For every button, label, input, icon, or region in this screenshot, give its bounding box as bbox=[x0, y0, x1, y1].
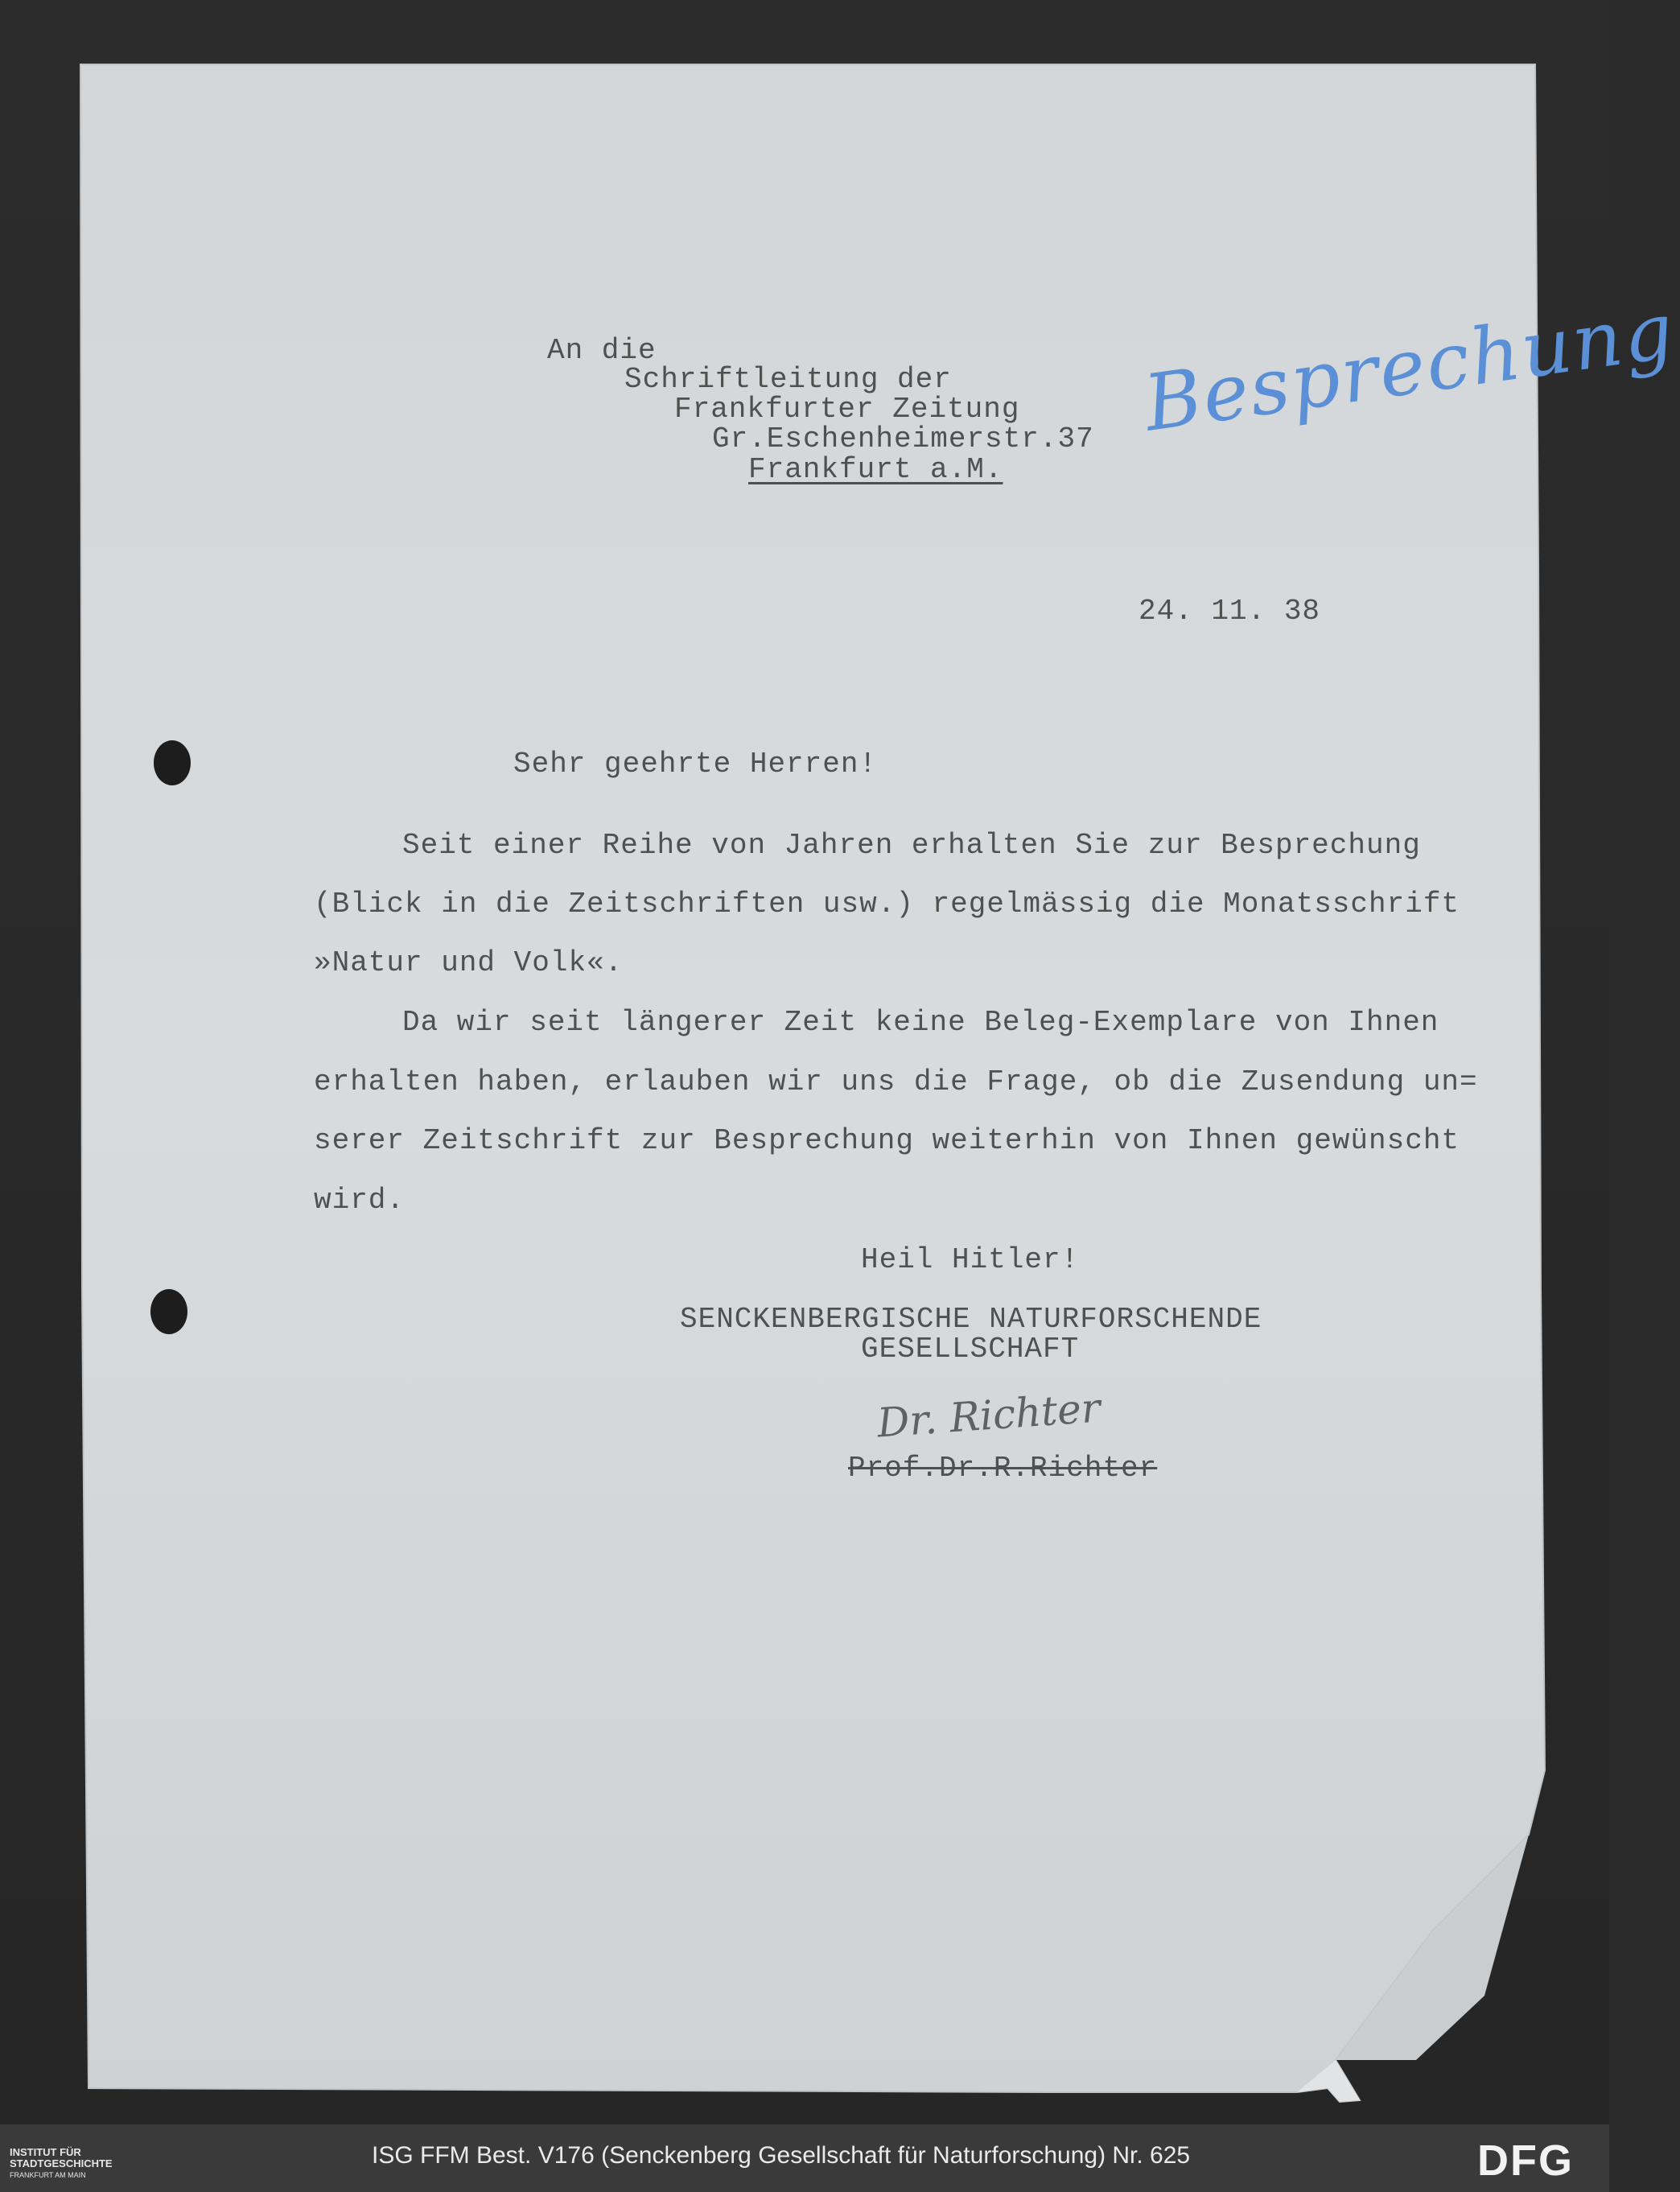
handwritten-note: Besprechung bbox=[1139, 285, 1680, 449]
salutation: Sehr geehrte Herren! bbox=[513, 748, 878, 781]
body-line-5: erhalten haben, erlauben wir uns die Frage, ob die Zusendung un= bbox=[314, 1065, 1478, 1098]
institute-line-3: FRANKFURT AM MAIN bbox=[10, 2171, 86, 2179]
body-line-1: Seit einer Reihe von Jahren erhalten Sie zur Besprechung bbox=[402, 829, 1421, 862]
address-line-3: Frankfurter Zeitung bbox=[674, 393, 1020, 426]
body-line-7: wird. bbox=[314, 1184, 406, 1217]
body-line-4: Da wir seit längerer Zeit keine Beleg-Exemplare von Ihnen bbox=[402, 1006, 1439, 1039]
institute-line-2: STADTGESCHICHTE bbox=[10, 2157, 113, 2169]
institute-logo bbox=[10, 2147, 113, 2181]
body-line-3: »Natur und Volk«. bbox=[314, 946, 624, 979]
closing: Heil Hitler! bbox=[861, 1243, 1080, 1276]
body-line-6: serer Zeitschrift zur Besprechung weiterhin von Ihnen gewünscht bbox=[314, 1124, 1460, 1157]
address-line-1: An die bbox=[547, 334, 657, 367]
archive-footer bbox=[0, 2124, 1609, 2192]
organization-line-1: SENCKENBERGISCHE NATURFORSCHENDE bbox=[680, 1303, 1262, 1336]
organization-line-2: GESELLSCHAFT bbox=[861, 1333, 1080, 1366]
punch-hole-top bbox=[154, 740, 191, 785]
punch-hole-bottom bbox=[150, 1289, 187, 1334]
address-line-4: Gr.Eschenheimerstr.37 bbox=[712, 422, 1094, 455]
dfg-logo: DFG bbox=[1477, 2136, 1574, 2185]
address-line-2: Schriftleitung der bbox=[624, 363, 952, 396]
address-line-5: Frankfurt a.M. bbox=[748, 453, 1003, 486]
institute-line-1: INSTITUT FÜR bbox=[10, 2146, 81, 2158]
handwritten-signature: Dr. Richter bbox=[875, 1384, 1102, 1447]
body-line-2: (Blick in die Zeitschriften usw.) regelmässig die Monatsschrift bbox=[314, 888, 1460, 921]
archive-citation: ISG FFM Best. V176 (Senckenberg Gesellschaft für Naturforschung) Nr. 625 bbox=[372, 2142, 1191, 2169]
signatory-name: Prof.Dr.R.Richter bbox=[848, 1452, 1158, 1485]
letter-date: 24. 11. 38 bbox=[1139, 595, 1321, 628]
